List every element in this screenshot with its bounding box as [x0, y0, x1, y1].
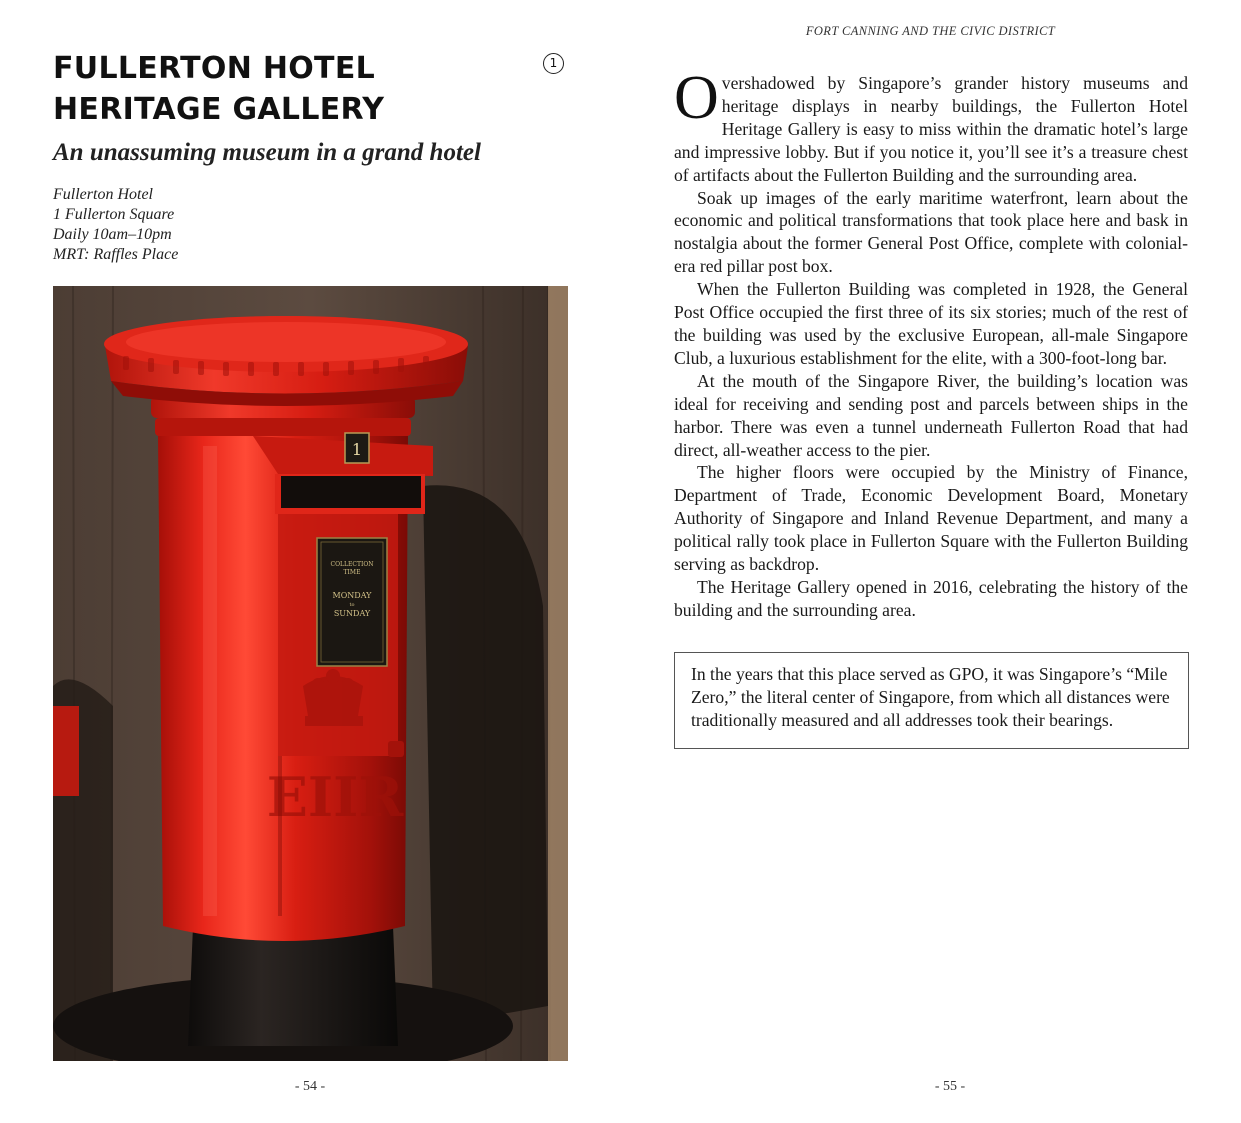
- page-number-right: - 55 -: [934, 1079, 966, 1094]
- paragraph-6: The Heritage Gallery opened in 2016, celebrating the history of the building and the surrounding area.: [674, 576, 1188, 620]
- paragraph-1-text: vershadowed by Singapore’s grander history museums and heritage displays in nearby buildings, the Fullerton Hotel Heritage Gallery is easy to miss within the dramatic hotel’s large and impressive lobby. But if you notice it, you’ll see it’s a treasure chest of artifacts about the Fullerton Building and the surrounding area.: [674, 73, 1188, 185]
- venue-name: Fullerton Hotel: [53, 186, 153, 203]
- venue-hours: Daily 10am–10pm: [53, 226, 172, 243]
- venue-address: 1 Fullerton Square: [53, 206, 175, 223]
- callout-box: In the years that this place served as GPO, it was Singapore’s “Mile Zero,” the literal center of Singapore, from which all distances were traditionally measured and all addresses took their bearings.: [674, 652, 1189, 749]
- paragraph-5: The higher floors were occupied by the Ministry of Finance, Department of Trade, Economic Development Board, Monetary Authority of Singapore and Inland Revenue Department, and many a political rally took place in Fullerton Square with the Fullerton Building serving as backdrop.: [674, 462, 1188, 575]
- page-title: FULLERTON HOTEL HERITAGE GALLERY: [53, 51, 385, 127]
- royal-cipher: EIIR: [266, 765, 404, 829]
- running-head: FORT CANNING AND THE CIVIC DISTRICT: [805, 24, 1056, 38]
- plate-time-label: TIME: [343, 569, 361, 576]
- paragraph-4: At the mouth of the Singapore River, the building’s location was ideal for receiving and sending post and parcels between ships in the harbor. There was even a tunnel underneath Fullerton Road that had direct, all-weather access to the pier.: [674, 370, 1188, 460]
- paragraph-2: Soak up images of the early maritime waterfront, learn about the economic and political transformations that took place here and bask in nostalgia about the former General Post Office, complete with colonial-era red pillar post box.: [674, 187, 1188, 277]
- paragraph-3: When the Fullerton Building was completed in 1928, the General Post Office occupied the first three of its six stories; much of the rest of the building was used by the exclusive European, all-male Singapore Club, a luxurious establishment for the elite, with a 300-foot-long bar.: [674, 279, 1188, 368]
- venue-transit: MRT: Raffles Place: [53, 246, 179, 263]
- drop-cap: O: [674, 64, 719, 132]
- page-subtitle: An unassuming museum in a grand hotel: [53, 139, 481, 166]
- page-number-left: - 54 -: [294, 1079, 326, 1094]
- left-page: [0, 0, 620, 1123]
- paragraph-1: [674, 64, 1188, 187]
- plate-collection-label: COLLECTION: [330, 561, 374, 568]
- right-page: [620, 0, 1241, 1123]
- plate-number: 1: [351, 440, 363, 459]
- plate-to: to: [349, 602, 355, 608]
- entry-number-badge: 1: [543, 53, 564, 74]
- venue-info: [53, 185, 178, 265]
- plate-sunday: SUNDAY: [333, 609, 371, 618]
- post-box-photo: [53, 286, 568, 1061]
- article-body: [674, 64, 1188, 622]
- plate-monday: MONDAY: [332, 591, 372, 600]
- red-pillar-post-box-illustration: [53, 286, 568, 1061]
